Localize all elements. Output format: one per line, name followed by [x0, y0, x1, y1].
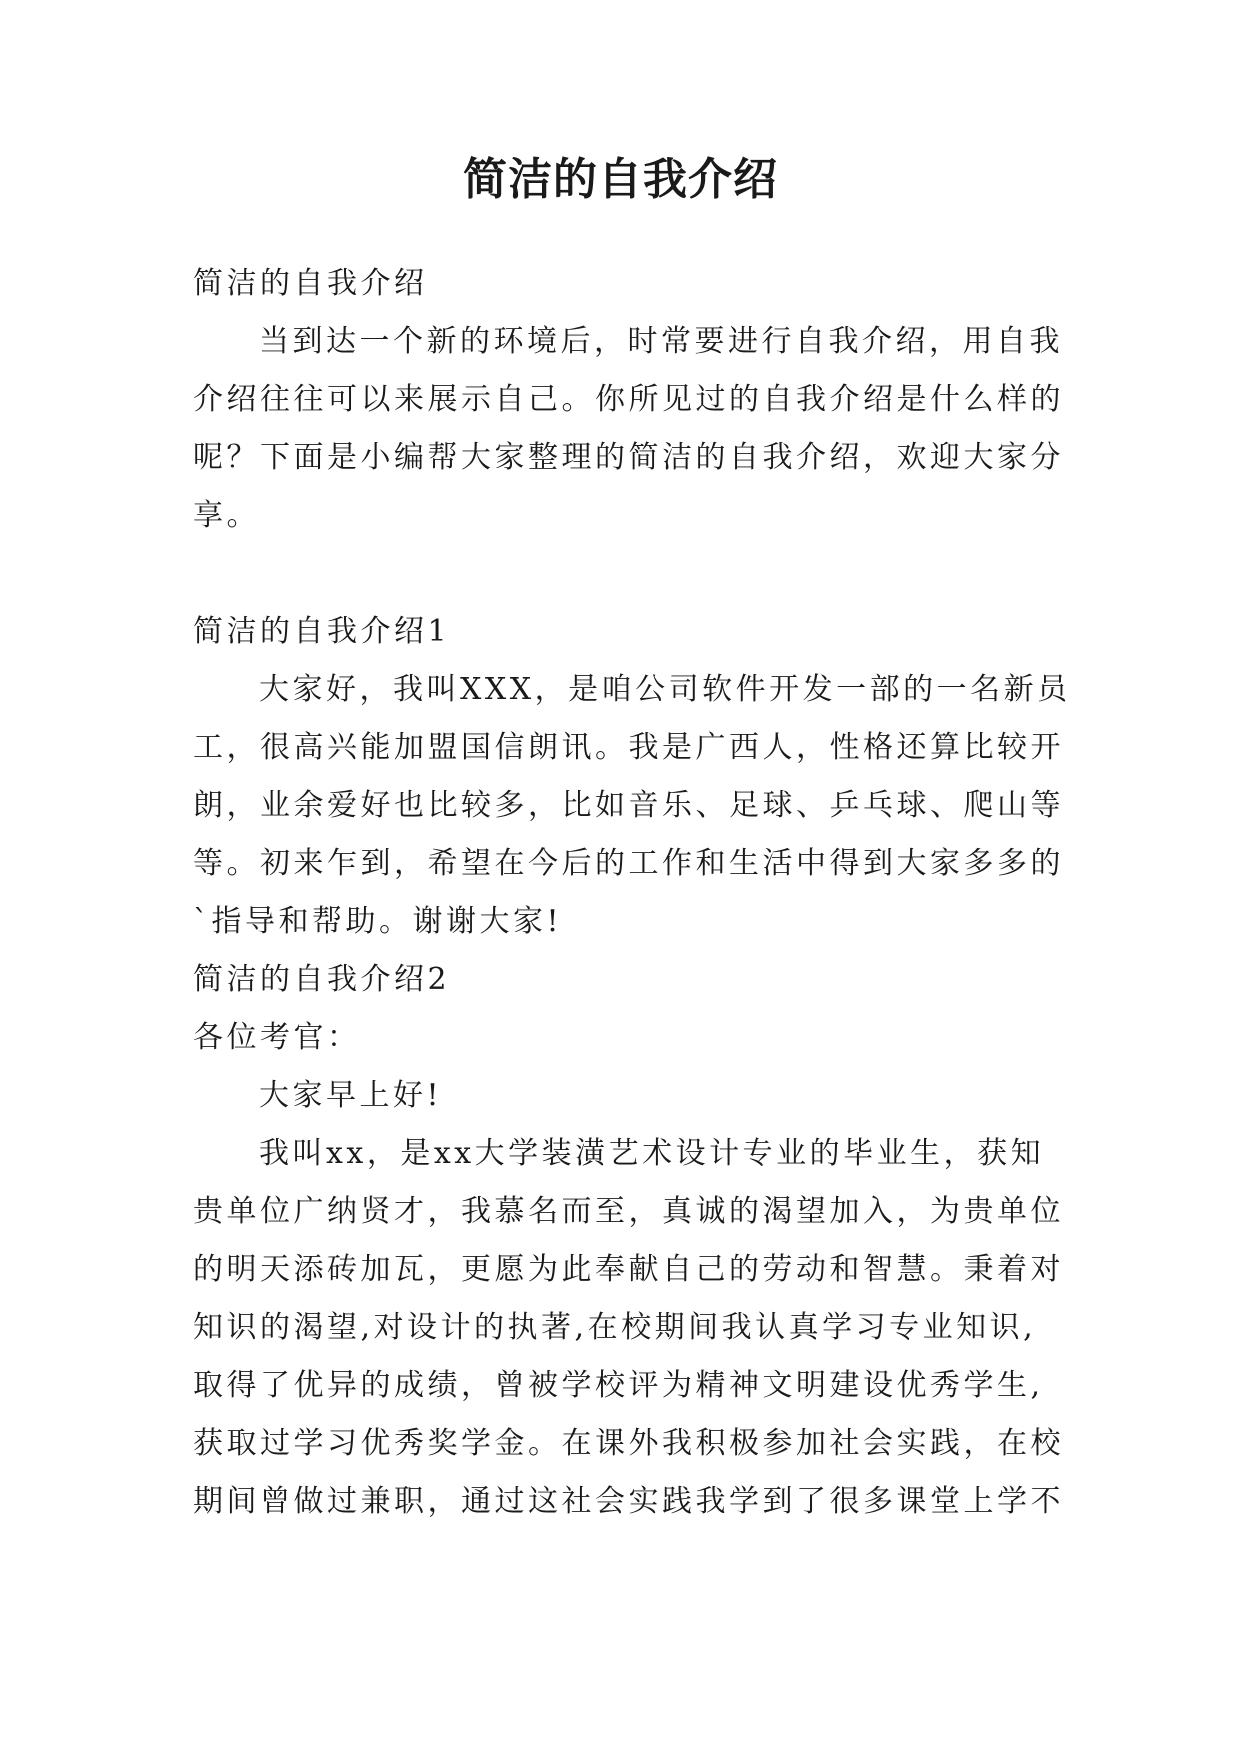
paragraph-line: 当到达一个新的环境后，时常要进行自我介绍，用自我: [259, 324, 1063, 359]
paragraph-line: 贵单位广纳贤才，我慕名而至，真诚的渴望加入，为贵单位: [193, 1194, 1064, 1229]
section-heading: 简洁的自我介绍1: [193, 614, 451, 649]
paragraph-line: 等。初来乍到，希望在今后的工作和生活中得到大家多多的: [193, 846, 1064, 881]
document-title: 简洁的自我介绍: [463, 154, 778, 205]
paragraph-line: `指导和帮助。谢谢大家!: [193, 904, 563, 939]
section-heading: 简洁的自我介绍2: [193, 962, 451, 997]
section-heading: 简洁的自我介绍: [193, 266, 428, 301]
document-body: [193, 255, 1071, 1531]
paragraph-line: 取得了优异的成绩，曾被学校评为精神文明建设优秀学生,: [193, 1368, 1044, 1403]
paragraph-line: 大家好，我叫XXX，是咱公司软件开发一部的一名新员: [259, 672, 1071, 707]
paragraph-line: 的明天添砖加瓦，更愿为此奉献自己的劳动和智慧。秉着对: [193, 1252, 1064, 1287]
salutation: 各位考官：: [193, 1020, 361, 1055]
paragraph-line: 介绍往往可以来展示自己。你所见过的自我介绍是什么样的: [193, 382, 1064, 417]
paragraph-line: 享。: [193, 498, 260, 533]
greeting: 大家早上好!: [259, 1078, 443, 1113]
paragraph-line: 获取过学习优秀奖学金。在课外我积极参加社会实践，在校: [193, 1426, 1064, 1461]
paragraph-line: 知识的渴望,对设计的执著,在校期间我认真学习专业知识,: [193, 1310, 1037, 1345]
paragraph-line: 期间曾做过兼职，通过这社会实践我学到了很多课堂上学不: [193, 1484, 1064, 1519]
paragraph-line: 我叫xx，是xx大学装潢艺术设计专业的毕业生，获知: [259, 1136, 1045, 1171]
paragraph-spacer: [193, 545, 1053, 603]
paragraph-line: 朗，业余爱好也比较多，比如音乐、足球、乒乓球、爬山等: [193, 788, 1064, 823]
paragraph-line: 呢？下面是小编帮大家整理的简洁的自我介绍，欢迎大家分: [193, 440, 1064, 475]
paragraph-line: 工，很高兴能加盟国信朗讯。我是广西人，性格还算比较开: [193, 730, 1064, 765]
